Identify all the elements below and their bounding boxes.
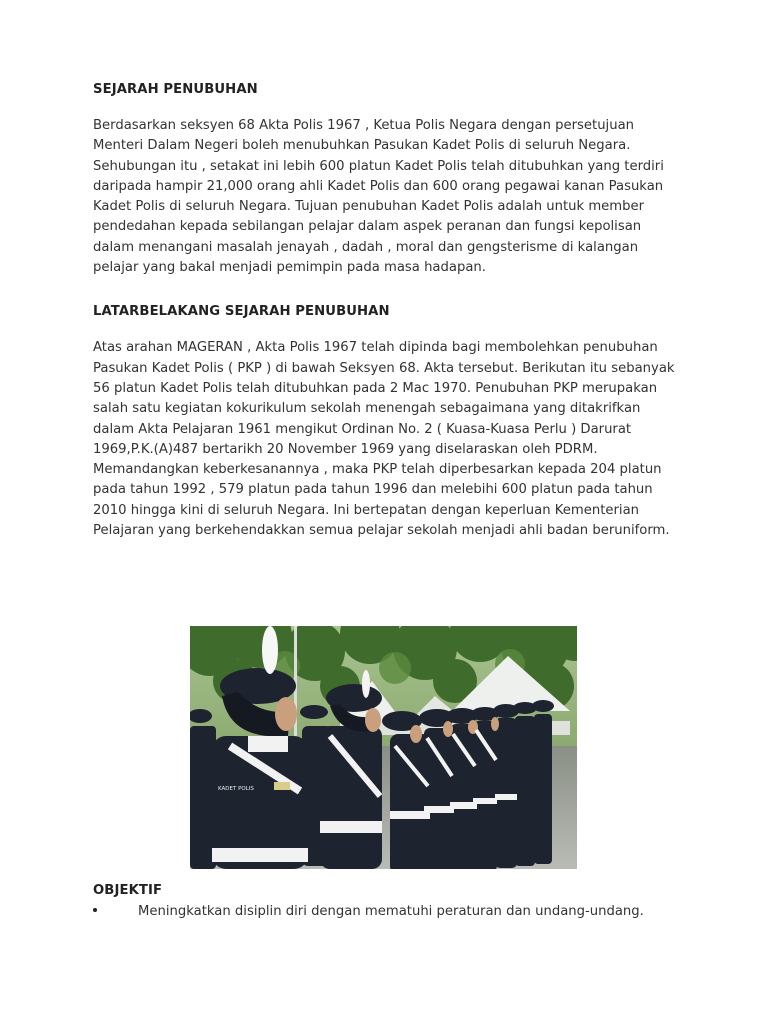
objektif-item-text: Meningkatkan disiplin diri dengan mematuhi peraturan dan undang-undang. <box>138 904 644 919</box>
bullet-icon <box>93 908 97 912</box>
objektif-section <box>93 881 693 922</box>
paragraph-latar-1: Atas arahan MAGERAN , Akta Polis 1967 telah dipinda bagi membolehkan penubuhan Pasukan Kadet Polis ( PKP ) di bawah Seksyen 68. Akta tersebut. Berikutan itu sebanyak 56 platun Kadet Polis telah ditubuhkan pada 2 Mac 1970. Penubuhan PKP merupakan salah satu kegiatan kokurikulum sekolah menengah sebagaimana yang ditakrifkan dalam Akta Pelajaran 1961 mengikut Ordinan No. 2 ( Kuasa-Kuasa Perlu ) Darurat 1969,P.K.(A)487 bertarikh 20 November 1969 yang diselaraskan oleh PDRM. <box>93 340 675 457</box>
list-item <box>93 902 693 922</box>
section-heading-objektif: OBJEKTIF <box>93 883 163 898</box>
section-heading-latar: LATARBELAKANG SEJARAH PENUBUHAN <box>93 304 390 320</box>
badge-text: KADET POLIS <box>218 786 254 792</box>
paragraph-sejarah: Berdasarkan seksyen 68 Akta Polis 1967 , Ketua Polis Negara dengan persetujuan Menteri Dalam Negeri boleh menubuhkan Pasukan Kadet Polis di seluruh Negara. Sehubungan itu , setakat ini lebih 600 platun Kadet Polis telah ditubuhkan yang terdiri daripada hampir 21,000 orang ahli Kadet Polis dan 600 orang pegawai kanan Pasukan Kadet Polis di seluruh Negara. Tujuan penubuhan Kadet Polis adalah untuk member pendedahan kepada sebilangan pelajar dalam aspek peranan dan fungsi kepolisan dalam menangani masalah jenayah , dadah , moral dan gengsterisme di kalangan pelajar yang bakal menjadi pemimpin pada masa hadapan. <box>93 118 664 276</box>
cadet-parade-photo <box>190 626 577 869</box>
paragraph-latar-2: Memandangkan keberkesanannya , maka PKP telah diperbesarkan kepada 204 platun pada tahun 1992 , 579 platun pada tahun 1996 dan melebihi 600 platun pada tahun 2010 hingga kini di seluruh Negara. Ini bertepatan dengan keperluan Kementerian Pelajaran yang berkehendakkan semua pelajar sekolah menjadi ahli badan beruniform. <box>93 462 670 539</box>
section-heading-sejarah: SEJARAH PENUBUHAN <box>93 82 258 97</box>
document-body <box>93 80 683 541</box>
